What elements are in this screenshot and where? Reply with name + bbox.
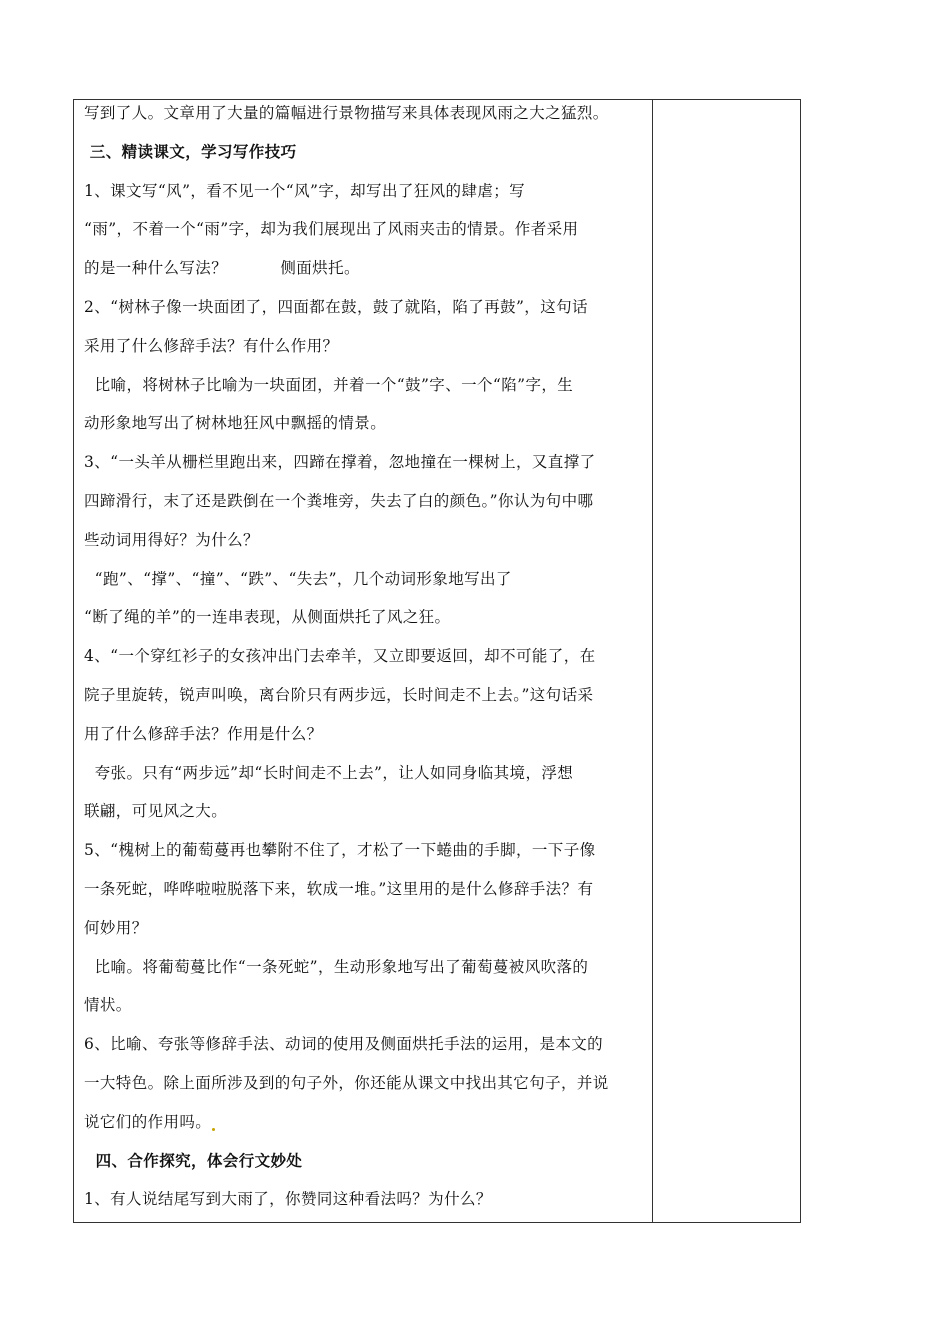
line-text: 夸张。只有“两步远”却“长时间走不上去”，让人如同身临其境，浮想 — [84, 763, 574, 782]
line-text: 动形象地写出了树林地狂风中飘摇的情景。 — [84, 414, 387, 433]
line-text: 联翩，可见风之大。 — [84, 802, 228, 821]
line-text: 三、精读课文，学习写作技巧 — [84, 141, 297, 161]
line-text: 1、课文写“风”，看不见一个“风”字，却写出了狂风的肆虐；写 — [84, 181, 526, 200]
line-text: 的是一种什么写法？ 侧面烘托。 — [84, 259, 360, 278]
text-line — [84, 915, 646, 954]
section-heading — [84, 1148, 646, 1187]
line-text: 比喻。将葡萄蔓比作“一条死蛇”，生动形象地写出了葡萄蔓被风吹落的 — [84, 957, 589, 976]
line-text: 何妙用？ — [84, 918, 148, 937]
line-text: 2、“树林子像一块面团了，四面都在鼓，鼓了就陷，陷了再鼓”，这句话 — [84, 297, 588, 316]
text-line — [84, 178, 646, 217]
line-text: 院子里旋转，锐声叫唤，离台阶只有两步远，长时间走不上去。”这句话采 — [84, 685, 594, 704]
line-text: “雨”，不着一个“雨”字，却为我们展现出了风雨夹击的情景。作者采用 — [84, 220, 579, 239]
text-line — [84, 643, 646, 682]
line-text: “断了绳的羊”的一连串表现，从侧面烘托了风之狂。 — [84, 608, 451, 627]
line-text: 写到了人。文章用了大量的篇幅进行景物描写来具体表现风雨之大之猛烈。 — [84, 104, 609, 122]
line-text: 四、合作探究，体会行文妙处 — [84, 1150, 303, 1170]
text-line — [84, 721, 646, 760]
lesson-table — [73, 99, 801, 1223]
text-line — [84, 527, 646, 566]
line-text: “跑”、“撑”、“撞”、“跌”、“失去”，几个动词形象地写出了 — [84, 569, 512, 588]
marker-dot — [212, 1128, 215, 1131]
text-line — [84, 1186, 646, 1225]
line-text: 四蹄滑行，末了还是跌倒在一个粪堆旁，失去了白的颜色。”你认为句中哪 — [84, 491, 594, 510]
text-line — [84, 449, 646, 488]
line-text: 些动词用得好？为什么？ — [84, 530, 259, 549]
text-line — [84, 682, 646, 721]
line-text: 采用了什么修辞手法？有什么作用？ — [84, 336, 339, 355]
text-line — [84, 100, 646, 139]
section-heading — [84, 139, 646, 178]
line-text: 一条死蛇，哗哗啦啦脱落下来，软成一堆。”这里用的是什么修辞手法？有 — [84, 879, 594, 898]
text-line — [84, 410, 646, 449]
line-text: 一大特色。除上面所涉及到的句子外，你还能从课文中找出其它句子，并说 — [84, 1073, 609, 1092]
line-text: 4、“一个穿红衫子的女孩冲出门去牵羊，又立即要返回，却不可能了，在 — [84, 647, 596, 666]
line-text: 1、有人说结尾写到大雨了，你赞同这种看法吗？为什么？ — [84, 1190, 492, 1209]
text-line — [84, 604, 646, 643]
left-cell-content — [84, 100, 646, 1225]
text-line — [84, 216, 646, 255]
line-text: 情状。 — [84, 996, 132, 1015]
line-text: 用了什么修辞手法？作用是什么？ — [84, 724, 323, 743]
line-text: 3、“一头羊从栅栏里跑出来，四蹄在撑着，忽地撞在一棵树上，又直撑了 — [84, 453, 596, 472]
text-line — [84, 992, 646, 1031]
line-text: 6、比喻、夸张等修辞手法、动词的使用及侧面烘托手法的运用，是本文的 — [84, 1035, 604, 1054]
line-text: 说它们的作用吗。 — [84, 1112, 212, 1131]
text-line — [84, 294, 646, 333]
right-cell-notes — [653, 100, 800, 1222]
text-line — [84, 333, 646, 372]
text-line — [84, 566, 646, 605]
text-line — [84, 1031, 646, 1070]
text-line — [84, 954, 646, 993]
text-line — [84, 760, 646, 799]
text-line — [84, 837, 646, 876]
line-text: 5、“槐树上的葡萄蔓再也攀附不住了，才松了一下蜷曲的手脚，一下子像 — [84, 841, 596, 860]
text-line — [84, 1109, 646, 1148]
line-text: 比喻，将树林子比喻为一块面团，并着一个“鼓”字、一个“陷”字，生 — [84, 375, 574, 394]
text-line — [84, 876, 646, 915]
text-line — [84, 488, 646, 527]
text-line — [84, 798, 646, 837]
text-line — [84, 255, 646, 294]
text-line — [84, 372, 646, 411]
text-line — [84, 1070, 646, 1109]
